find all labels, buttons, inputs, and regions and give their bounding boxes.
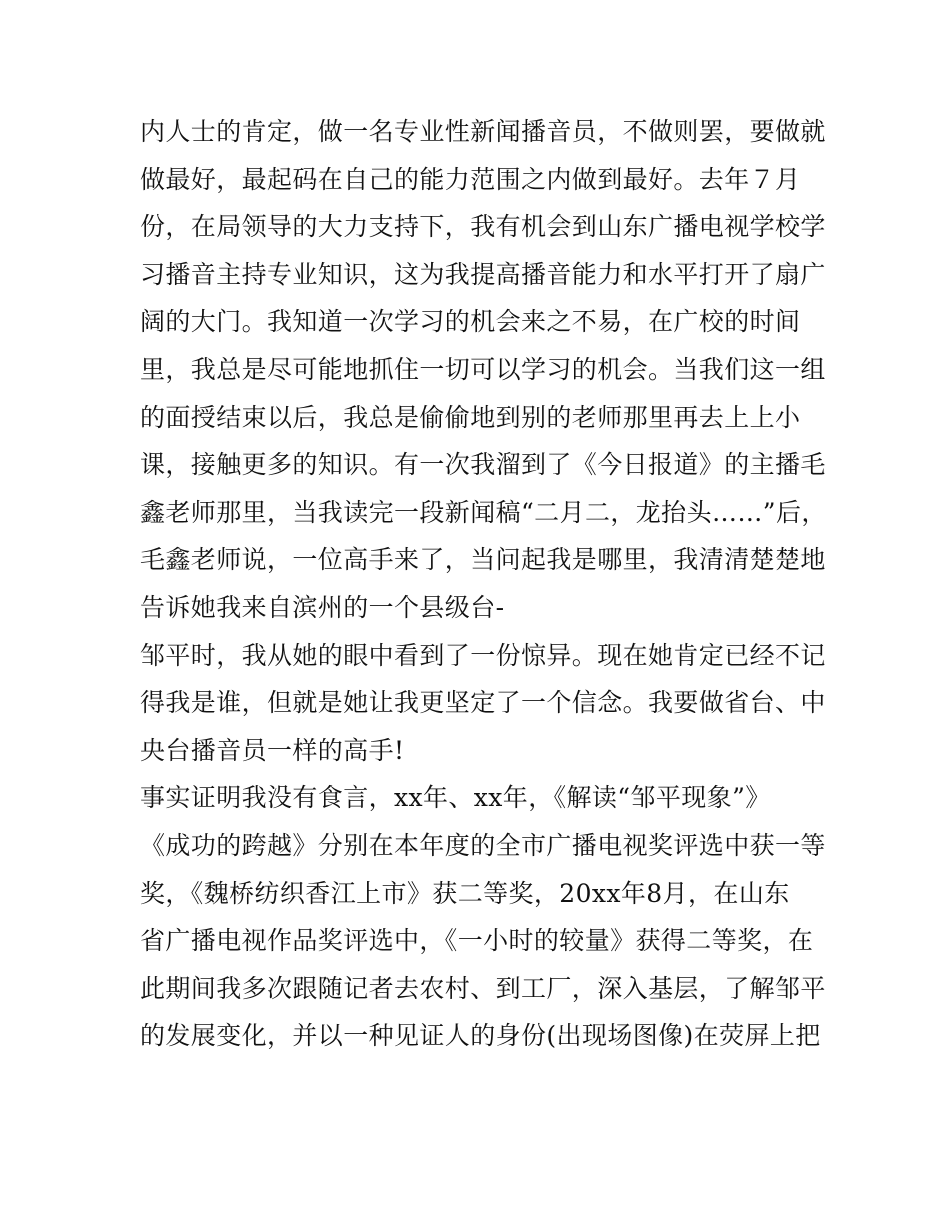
text-line: 邹平时，我从她的眼中看到了一份惊异。现在她肯定已经不记: [140, 640, 826, 670]
body-text: [140, 108, 830, 1060]
text-line: 做最好，最起码在自己的能力范围之内做到最好。去年７月: [140, 164, 801, 194]
text-line: 的面授结束以后，我总是偷偷地到别的老师那里再去上上小: [140, 402, 801, 432]
text-line: 的发展变化，并以一种见证人的身份(出现场图像)在荧屏上把: [140, 1021, 821, 1051]
text-line: 省广播电视作品奖评选中，《一小时的较量》获得二等奖，在: [140, 926, 814, 956]
text-line: 得我是谁，但就是她让我更坚定了一个信念。我要做省台、中: [140, 688, 826, 718]
text-line: 事实证明我没有食言，xx年、xx年，《解读“邹平现象”》: [140, 783, 771, 813]
text-line: 《成功的跨越》分别在本年度的全市广播电视奖评选中获一等: [140, 830, 826, 860]
text-line: 课，接触更多的知识。有一次我溜到了《今日报道》的主播毛: [140, 450, 826, 480]
text-line: 央台播音员一样的高手!: [140, 735, 405, 765]
text-line: 告诉她我来自滨州的一个县级台-: [140, 592, 505, 622]
text-line: 内人士的肯定，做一名专业性新闻播音员，不做则罢，要做就: [140, 117, 826, 146]
text-line: 此期间我多次跟随记者去农村、到工厂，深入基层，了解邹平: [140, 973, 826, 1003]
text-line: 奖，《魏桥纺织香江上市》获二等奖，20xx年8月，在山东: [140, 878, 790, 908]
text-line: 毛鑫老师说，一位高手来了，当问起我是哪里，我清清楚楚地: [140, 545, 826, 575]
text-line: 阔的大门。我知道一次学习的机会来之不易，在广校的时间: [140, 307, 801, 337]
text-line: 习播音主持专业知识，这为我提高播音能力和水平打开了扇广: [140, 259, 826, 289]
text-line: 里，我总是尽可能地抓住一切可以学习的机会。当我们这一组: [140, 354, 826, 384]
text-line: 鑫老师那里，当我读完一段新闻稿“二月二，龙抬头……”后，: [140, 497, 827, 527]
text-line: 份，在局领导的大力支持下，我有机会到山东广播电视学校学: [140, 212, 826, 242]
